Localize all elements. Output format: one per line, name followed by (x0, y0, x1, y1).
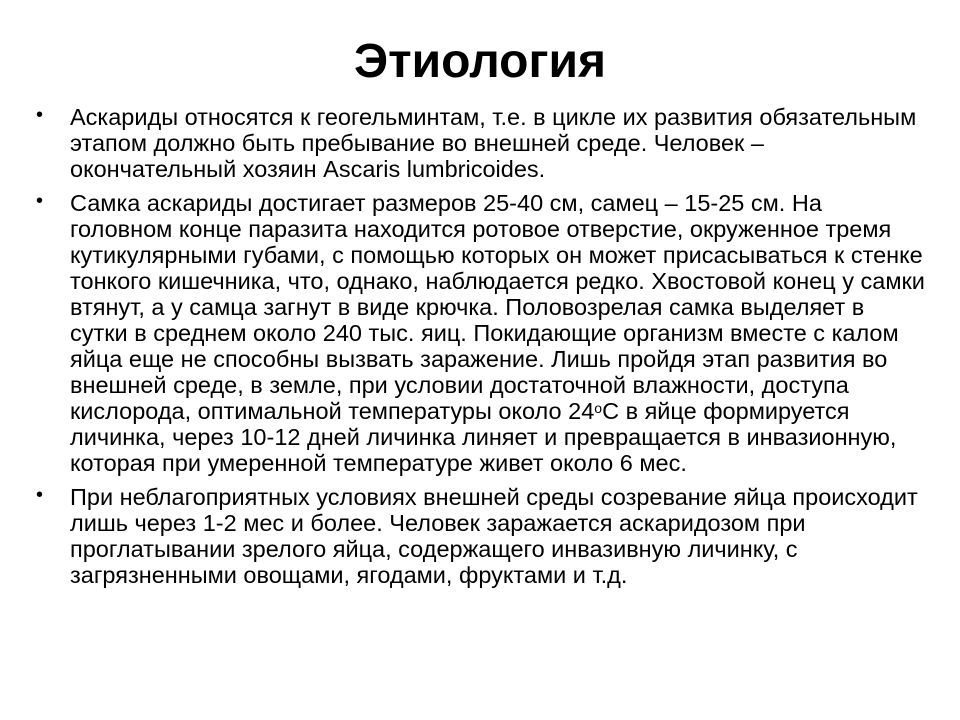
bullet-text-part: Самка аскариды достигает размеров 25-40 см, самец – 15-25 см. На головном конце паразита находится ротовое отверстие, окруженное тремя кутикулярными губами, с помощью которых он может присасываться к стенке тонкого кишечника, что, однако, наблюдается редко. Хвостовой конец у самки втянут, а у самца загнут в виде крючка. Половозрелая самка выделяет в сутки в среднем около 240 тыс. яиц. Покидающие организм вместе с калом яйца еще не способны вызвать заражение. Лишь пройдя этап развития во внешней среде, в земле, при условии достаточной влажности, доступа кислорода, оптимальной температуры около 24 (70, 190, 925, 424)
bullet-item (36, 484, 926, 588)
bullet-list (36, 104, 926, 596)
bullet-text (70, 190, 926, 476)
bullet-dot-icon: • (36, 104, 44, 126)
bullet-text: Аскариды относятся к геогельминтам, т.е. в цикле их развития обязательным этапом должно быть пребывание во внешней среде. Человек – окончательный хозяин Ascaris lumbricoides. (70, 104, 917, 182)
bullet-dot-icon: • (36, 484, 44, 506)
bullet-item (36, 104, 926, 182)
slide-title: Этиология (354, 35, 606, 88)
bullet-dot-icon: • (36, 190, 44, 212)
bullet-item (36, 190, 926, 476)
degree-superscript: о (594, 400, 603, 416)
bullet-text: При неблагоприятных условиях внешней среды созревание яйца происходит лишь через 1-2 мес и более. Человек заражается аскаридозом при проглатывании зрелого яйца, содержащего инвазивную личинку, с загрязненными овощами, ягодами, фруктами и т.д. (70, 484, 918, 588)
bullet-text-part: С в яйце формируется личинка, через 10-12 дней личинка линяет и превращается в инвазионную, которая при умеренной температуре живет около 6 мес. (70, 398, 897, 476)
